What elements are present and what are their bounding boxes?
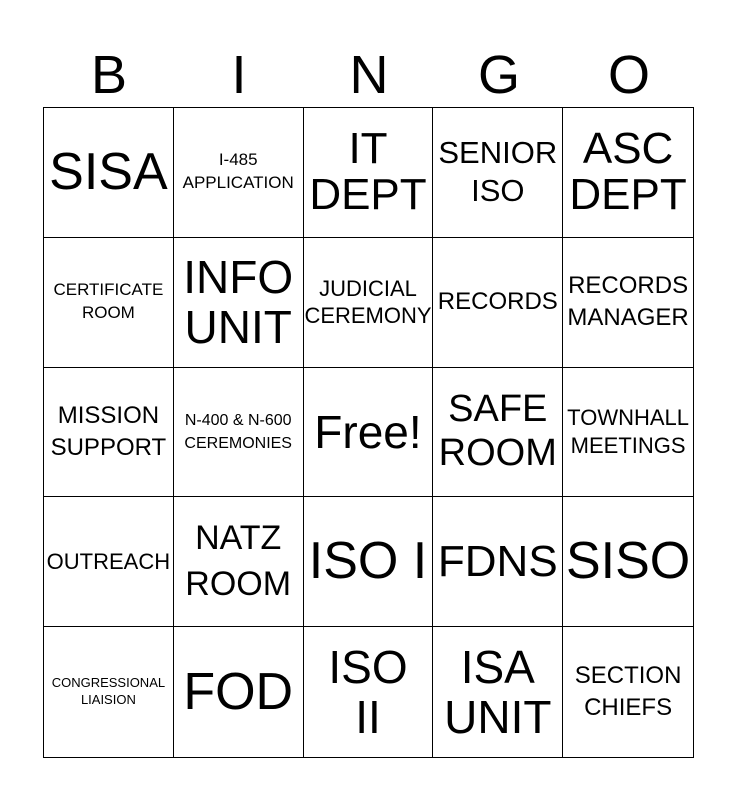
bingo-cell[interactable] [44, 108, 174, 238]
cell-text: SISO [565, 532, 691, 591]
cell-text: ISO II [328, 640, 408, 744]
bingo-cell[interactable] [563, 238, 693, 368]
cell-text: ISA UNIT [444, 640, 552, 744]
bingo-cell[interactable] [44, 497, 174, 627]
bingo-cell[interactable] [304, 108, 434, 238]
bingo-cell[interactable] [44, 627, 174, 757]
bingo-cell[interactable] [563, 497, 693, 627]
bingo-cell[interactable] [433, 627, 563, 757]
bingo-cell-free-space[interactable] [304, 368, 434, 498]
cell-text: ASC DEPT [569, 124, 687, 220]
cell-text: SECTION CHIEFS [574, 661, 682, 722]
bingo-cell[interactable] [174, 238, 304, 368]
cell-text: N-400 & N-600 CEREMONIES [184, 411, 292, 452]
bingo-cell[interactable] [304, 627, 434, 757]
cell-text: SISA [49, 143, 168, 202]
cell-text: NATZ ROOM [185, 518, 292, 603]
cell-text: I-485 APPLICATION [182, 150, 294, 193]
cell-text: RECORDS MANAGER [567, 271, 689, 332]
header-letter-g: G [477, 45, 520, 105]
cell-text: MISSION SUPPORT [50, 401, 167, 461]
bingo-cell[interactable] [563, 368, 693, 498]
cell-text: CERTIFICATE ROOM [53, 280, 164, 323]
cell-text: TOWNHALL MEETINGS [567, 405, 690, 458]
bingo-cell[interactable] [563, 627, 693, 757]
bingo-cell[interactable] [433, 497, 563, 627]
free-space-text: Free! [314, 405, 422, 458]
header-letter-i: I [231, 45, 247, 105]
cell-text: INFO UNIT [183, 250, 294, 354]
cell-text: JUDICIAL CEREMONY [304, 275, 432, 329]
bingo-cell[interactable] [44, 238, 174, 368]
bingo-cell[interactable] [174, 108, 304, 238]
bingo-cell[interactable] [433, 108, 563, 238]
bingo-cell[interactable] [174, 497, 304, 627]
cell-text: FOD [183, 662, 294, 721]
bingo-cell[interactable] [44, 368, 174, 498]
cell-text: OUTREACH [46, 549, 171, 575]
bingo-cell[interactable] [563, 108, 693, 238]
bingo-header [44, 44, 694, 106]
bingo-cell[interactable] [433, 368, 563, 498]
cell-text: SENIOR ISO [438, 134, 558, 209]
cell-text: IT DEPT [309, 124, 427, 220]
bingo-cell[interactable] [433, 238, 563, 368]
cell-text: ISO I [308, 532, 428, 591]
bingo-cell[interactable] [174, 627, 304, 757]
header-letter-o: O [607, 45, 650, 105]
header-letter-b: B [90, 45, 128, 105]
header-letter-n: N [349, 45, 389, 105]
cell-text: SAFE ROOM [438, 388, 557, 474]
bingo-card-grid [43, 107, 694, 758]
bingo-cell[interactable] [304, 497, 434, 627]
bingo-cell[interactable] [174, 368, 304, 498]
cell-text: RECORDS [437, 288, 558, 315]
cell-text: CONGRESSIONAL LIAISION [51, 675, 166, 708]
bingo-cell[interactable] [304, 238, 434, 368]
cell-text: FDNS [437, 536, 558, 586]
